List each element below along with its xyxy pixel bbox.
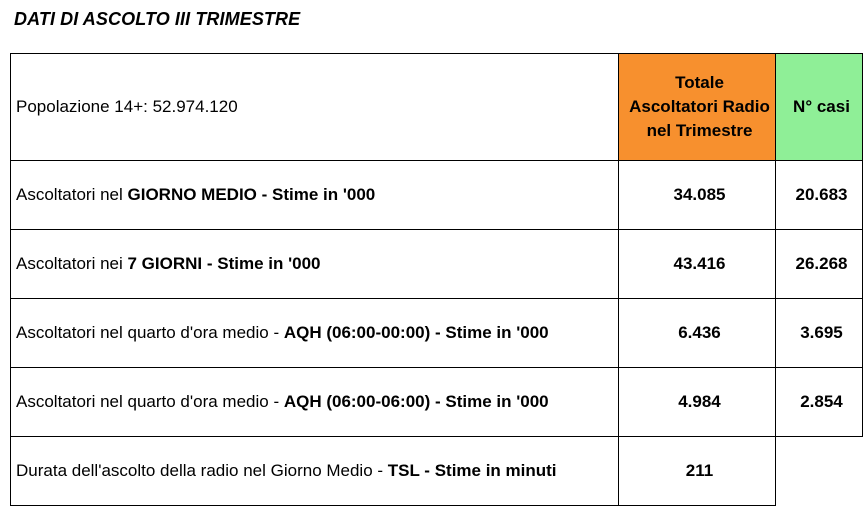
row-label: Ascoltatori nel quarto d'ora medio - AQH (06:00-00:00) - Stime in '000 <box>11 299 619 368</box>
row-cases: 26.268 <box>776 230 863 299</box>
row-total: 211 <box>619 437 776 506</box>
row-cases: 2.854 <box>776 368 863 437</box>
row-cases: 3.695 <box>776 299 863 368</box>
row-label: Ascoltatori nei 7 GIORNI - Stime in '000 <box>11 230 619 299</box>
row-total: 4.984 <box>619 368 776 437</box>
cases-header: N° casi <box>776 54 863 161</box>
row-total: 34.085 <box>619 161 776 230</box>
total-listeners-header <box>619 54 776 161</box>
row-total: 43.416 <box>619 230 776 299</box>
table-row <box>11 230 863 299</box>
row-total: 6.436 <box>619 299 776 368</box>
row-cases: 20.683 <box>776 161 863 230</box>
row-cases <box>776 437 863 506</box>
table-row <box>11 437 863 506</box>
row-label: Ascoltatori nel quarto d'ora medio - AQH (06:00-06:00) - Stime in '000 <box>11 368 619 437</box>
listening-data-table <box>10 53 863 506</box>
table-row <box>11 161 863 230</box>
page-title: DATI DI ASCOLTO III TRIMESTRE <box>14 9 301 29</box>
total-header-line-1: Totale <box>675 73 724 92</box>
total-header-line-2: Ascoltatori Radio <box>629 97 770 116</box>
row-label: Ascoltatori nel GIORNO MEDIO - Stime in '000 <box>11 161 619 230</box>
table-row <box>11 299 863 368</box>
table-row <box>11 368 863 437</box>
table-header-row <box>11 54 863 161</box>
row-label: Durata dell'ascolto della radio nel Giorno Medio - TSL - Stime in minuti <box>11 437 619 506</box>
population-cell: Popolazione 14+: 52.974.120 <box>11 54 619 161</box>
total-header-line-3: nel Trimestre <box>646 121 753 140</box>
